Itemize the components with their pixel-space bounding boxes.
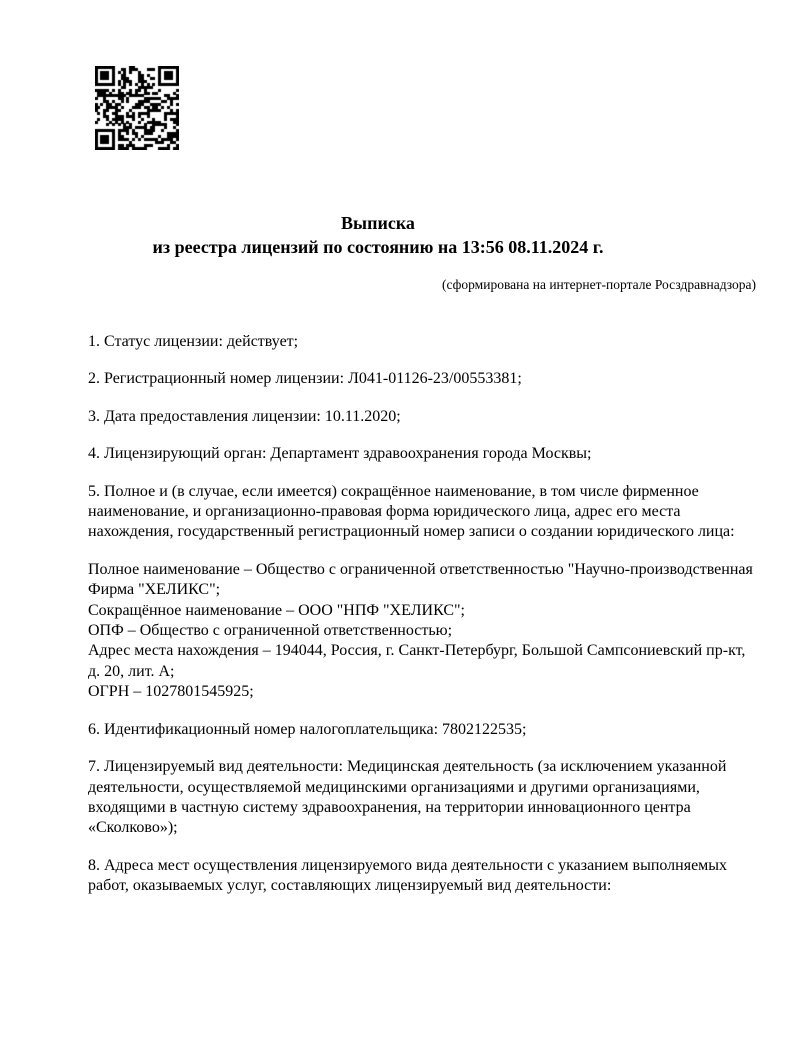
org-details-block	[88, 560, 756, 703]
org-legal-form: ОПФ – Общество с ограниченной ответственностью;	[88, 622, 453, 640]
item-inn: 6. Идентификационный номер налогоплательщика: 7802122535;	[88, 720, 527, 738]
item-activity-addresses: 8. Адреса мест осуществления лицензируемого вида деятельности с указанием выполняемых работ, оказываемых услуг, составляющих лицензируемый вид деятельности:	[88, 856, 728, 895]
org-full-name: Полное наименование – Общество с ограниченной ответственностью "Научно-производственная Фирма "ХЕЛИКС";	[88, 560, 753, 599]
document-content	[88, 0, 756, 897]
org-address: Адрес места нахождения – 194044, Россия, г. Санкт-Петербург, Большой Сампсониевский пр-кт, д. 20, лит. А;	[88, 642, 746, 680]
item-grant-date: 3. Дата предоставления лицензии: 10.11.2020;	[88, 407, 401, 425]
item-org-naming-intro: 5. Полное и (в случае, если имеется) сокращённое наименование, в том числе фирменное наименование, и организационно-правовая форма юридического лица, адрес его места нахождения, государственный регистрационный номер записи о создании юридического лица:	[88, 482, 735, 541]
title-line-2: из реестра лицензий по состоянию на 13:56 08.11.2024 г.	[152, 237, 604, 257]
title-line-1: Выписка	[341, 213, 415, 233]
item-licensed-activity: 7. Лицензируемый вид деятельности: Медицинская деятельность (за исключением указанной деятельности, осуществляемой медицинскими организациями и другими организациями, входящими в частную систему здравоохранения, на территории инновационного центра «Сколково»);	[88, 758, 727, 837]
item-licensing-authority: 4. Лицензирующий орган: Департамент здравоохранения города Москвы;	[88, 445, 592, 463]
item-registration-number: 2. Регистрационный номер лицензии: Л041-01126-23/00553381;	[88, 370, 522, 388]
formed-note: (сформирована на интернет-портале Росздравнадзора)	[441, 277, 756, 292]
org-short-name: Сокращённое наименование – ООО "НПФ "ХЕЛИКС";	[88, 601, 465, 619]
document-title	[88, 211, 668, 259]
org-ogrn: ОГРН – 1027801545925;	[88, 683, 254, 701]
item-license-status: 1. Статус лицензии: действует;	[88, 333, 299, 350]
